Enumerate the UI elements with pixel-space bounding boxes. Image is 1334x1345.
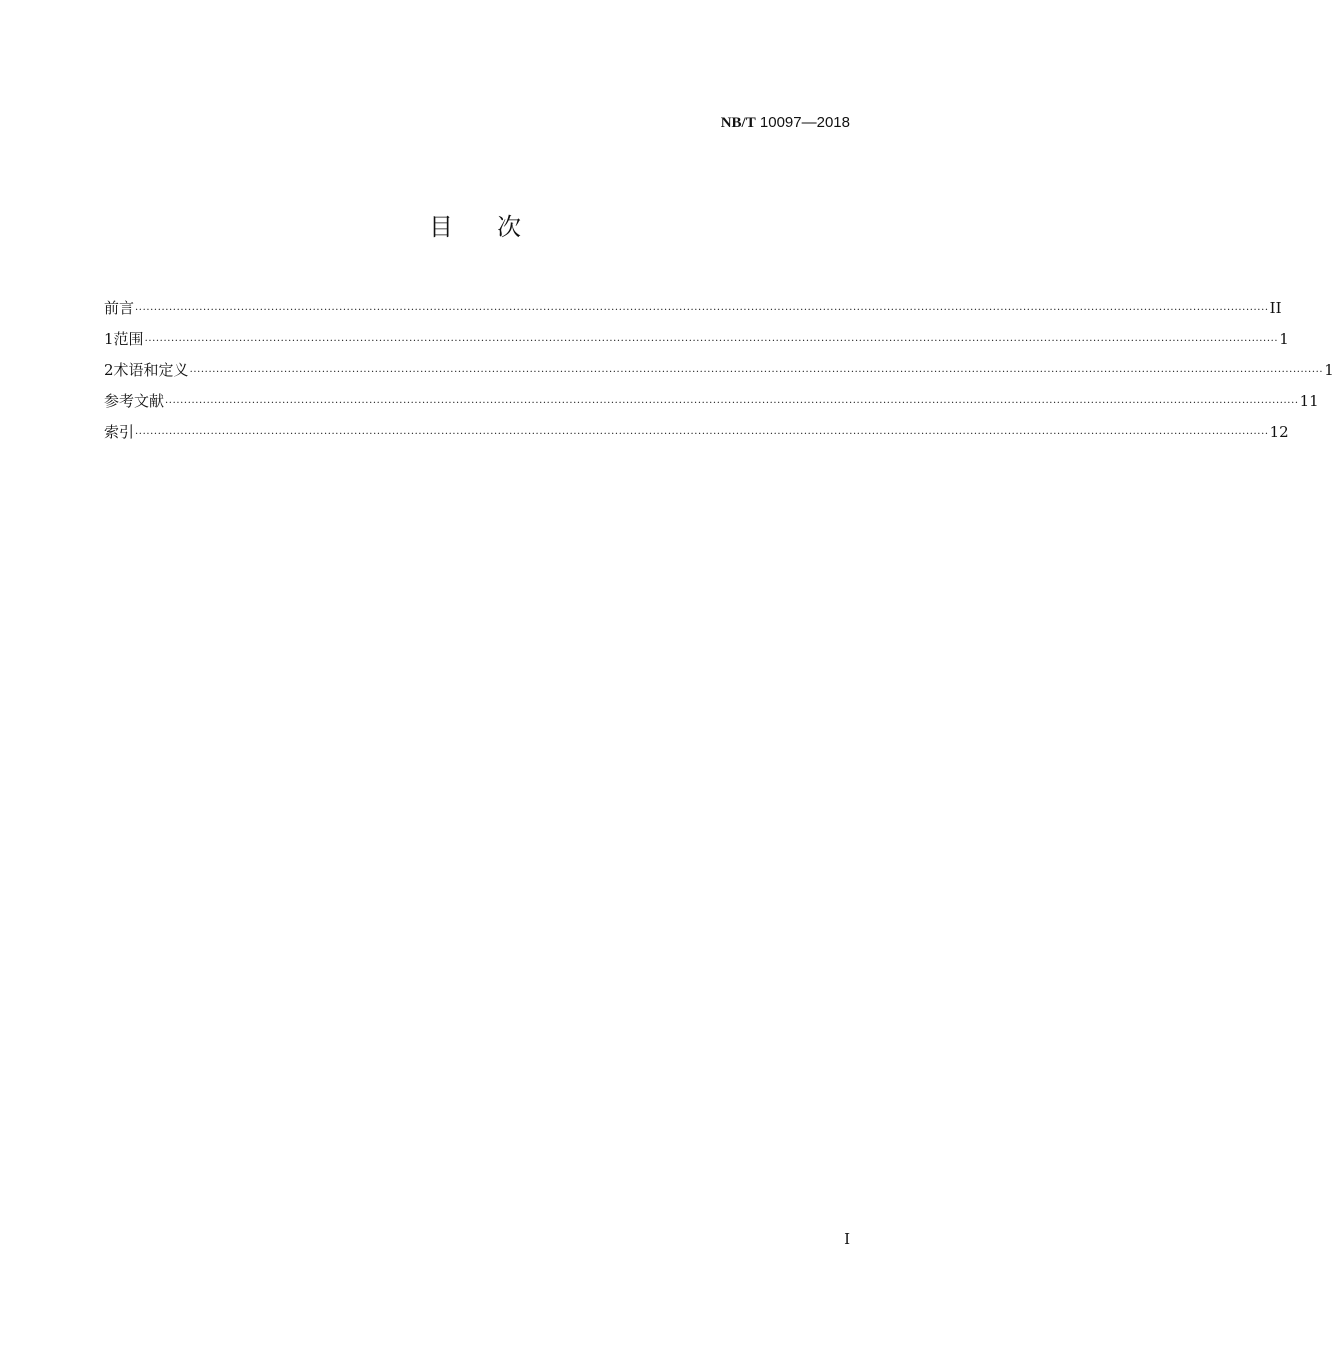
standard-prefix: NB/T (720, 115, 756, 131)
toc-entry-page: 1 (1279, 330, 1289, 348)
toc-entry-index[interactable] (104, 420, 1289, 451)
toc-entry-page: II (1269, 299, 1282, 317)
toc-leader-dots: ············································································································································································································································································································ (135, 429, 1269, 440)
toc-entry-terms[interactable] (104, 358, 1334, 389)
toc-entry-label: 术语和定义 (113, 361, 189, 379)
toc-entry-bibliography[interactable] (104, 389, 1319, 420)
toc-entry-page: 12 (1269, 423, 1289, 441)
standard-code (721, 114, 850, 132)
table-of-contents (104, 296, 1334, 451)
toc-entry-number: 1 (104, 330, 114, 348)
standard-number: 10097—2018 (759, 114, 850, 131)
toc-entry-preface[interactable] (104, 296, 1282, 327)
toc-leader-dots: ············································································································································································································································································································ (165, 398, 1299, 409)
page-title: 目次 (429, 213, 565, 241)
toc-leader-dots: ············································································································································································································································································································ (135, 305, 1269, 316)
toc-entry-label: 参考文献 (104, 392, 165, 410)
toc-entry-label: 前言 (104, 299, 135, 317)
toc-entry-label: 索引 (104, 423, 135, 441)
toc-entry-label: 范围 (113, 330, 144, 348)
toc-leader-dots: ············································································································································································································································································································ (189, 367, 1324, 378)
page-number: I (844, 1230, 850, 1248)
toc-entry-page: 11 (1299, 392, 1319, 410)
toc-entry-scope[interactable] (104, 327, 1289, 358)
toc-leader-dots: ············································································································································································································································································································ (144, 336, 1279, 347)
toc-entry-page: 1 (1324, 361, 1334, 379)
toc-entry-number: 2 (104, 361, 114, 379)
